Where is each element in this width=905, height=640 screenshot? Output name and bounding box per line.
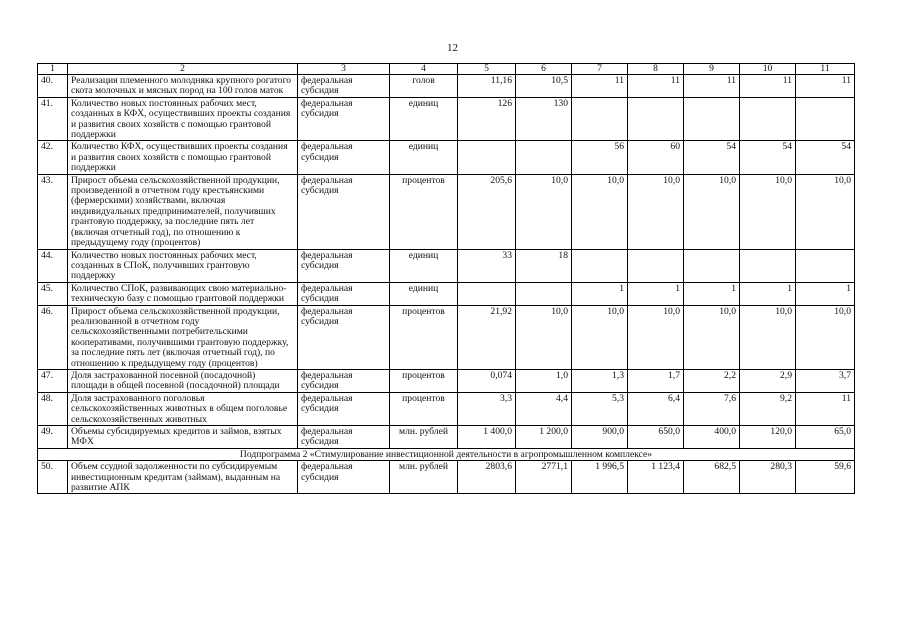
subprogram-row [38, 448, 855, 460]
value-cell: 1 [684, 282, 740, 305]
value-cell: 10,0 [572, 174, 628, 249]
funding-source: федеральная субсидия [298, 282, 390, 305]
value-cell: 10,0 [516, 305, 572, 369]
value-cell: 7,6 [684, 392, 740, 425]
unit-of-measure: процентов [390, 392, 458, 425]
value-cell: 9,2 [740, 392, 796, 425]
table-row [38, 426, 855, 449]
row-number: 50. [38, 461, 68, 494]
value-cell: 280,3 [740, 461, 796, 494]
value-cell [740, 97, 796, 141]
value-cell [684, 97, 740, 141]
value-cell: 10,0 [628, 174, 684, 249]
page-number: 12 [447, 42, 458, 54]
value-cell: 1,7 [628, 369, 684, 392]
value-cell: 54 [740, 141, 796, 174]
unit-of-measure: единиц [390, 97, 458, 141]
row-number: 41. [38, 97, 68, 141]
column-header: 5 [458, 64, 516, 75]
value-cell: 400,0 [684, 426, 740, 449]
column-header: 8 [628, 64, 684, 75]
funding-source: федеральная субсидия [298, 249, 390, 282]
row-number: 47. [38, 369, 68, 392]
indicator-name: Объемы субсидируемых кредитов и займов, взятых МФХ [68, 426, 298, 449]
value-cell: 56 [572, 141, 628, 174]
value-cell: 1 [628, 282, 684, 305]
table-row [38, 305, 855, 369]
unit-of-measure: млн. рублей [390, 426, 458, 449]
subprogram-title: Подпрограмма 2 «Стимулирование инвестиционной деятельности в агропромышленном комплексе» [38, 448, 855, 460]
value-cell: 10,0 [796, 305, 855, 369]
row-number: 42. [38, 141, 68, 174]
value-cell: 4,4 [516, 392, 572, 425]
value-cell: 10,0 [740, 305, 796, 369]
value-cell [516, 141, 572, 174]
funding-source: федеральная субсидия [298, 369, 390, 392]
table-row [38, 97, 855, 141]
value-cell: 60 [628, 141, 684, 174]
value-cell: 10,0 [516, 174, 572, 249]
value-cell: 1 996,5 [572, 461, 628, 494]
funding-source: федеральная субсидия [298, 461, 390, 494]
value-cell [516, 282, 572, 305]
column-header: 6 [516, 64, 572, 75]
indicator-name: Доля застрахованной посевной (посадочной) площади в общей посевной (посадочной) площади [68, 369, 298, 392]
value-cell: 1,3 [572, 369, 628, 392]
value-cell [458, 282, 516, 305]
value-cell: 2,2 [684, 369, 740, 392]
table-row [38, 249, 855, 282]
value-cell: 10,0 [684, 174, 740, 249]
table-row [38, 392, 855, 425]
column-header: 10 [740, 64, 796, 75]
value-cell [740, 249, 796, 282]
row-number: 48. [38, 392, 68, 425]
value-cell: 126 [458, 97, 516, 141]
value-cell: 10,0 [628, 305, 684, 369]
value-cell [796, 97, 855, 141]
table-row [38, 75, 855, 98]
unit-of-measure: единиц [390, 282, 458, 305]
value-cell: 11 [684, 75, 740, 98]
indicator-name: Количество СПоК, развивающих свою материально-техническую базу с помощью грантовой поддержки [68, 282, 298, 305]
indicators-table [37, 63, 855, 494]
value-cell: 11 [796, 392, 855, 425]
indicator-name: Количество новых постоянных рабочих мест, созданных в КФХ, осуществивших проекты создания и развития своих хозяйств с помощью грантовой поддержки [68, 97, 298, 141]
value-cell: 11,16 [458, 75, 516, 98]
table-row [38, 282, 855, 305]
indicator-name: Объем ссудной задолженности по субсидируемым инвестиционным кредитам (займам), выданным на развитие АПК [68, 461, 298, 494]
value-cell: 59,6 [796, 461, 855, 494]
value-cell [572, 97, 628, 141]
value-cell [458, 141, 516, 174]
row-number: 44. [38, 249, 68, 282]
value-cell: 10,5 [516, 75, 572, 98]
value-cell: 1 123,4 [628, 461, 684, 494]
funding-source: федеральная субсидия [298, 305, 390, 369]
value-cell: 6,4 [628, 392, 684, 425]
value-cell: 1 [740, 282, 796, 305]
unit-of-measure: единиц [390, 141, 458, 174]
column-header: 4 [390, 64, 458, 75]
table-row [38, 174, 855, 249]
value-cell [572, 249, 628, 282]
value-cell: 10,0 [684, 305, 740, 369]
column-header: 9 [684, 64, 740, 75]
value-cell: 120,0 [740, 426, 796, 449]
column-header: 1 [38, 64, 68, 75]
table-row [38, 369, 855, 392]
indicator-name: Количество КФХ, осуществивших проекты создания и развития своих хозяйств с помощью грантовой поддержки [68, 141, 298, 174]
value-cell: 21,92 [458, 305, 516, 369]
row-number: 43. [38, 174, 68, 249]
row-number: 45. [38, 282, 68, 305]
value-cell: 33 [458, 249, 516, 282]
funding-source: федеральная субсидия [298, 392, 390, 425]
table-row [38, 141, 855, 174]
value-cell: 54 [796, 141, 855, 174]
value-cell: 11 [572, 75, 628, 98]
value-cell: 2,9 [740, 369, 796, 392]
indicator-name: Прирост объема сельскохозяйственной продукции, произведенной в отчетном году крестьянскими (фермерскими) хозяйствами, включая индивидуальных предпринимателей, получивших грантовую поддержку, за последние пять лет (включая отчетный год), по отношению к предыдущему году (процентов) [68, 174, 298, 249]
indicator-name: Доля застрахованного поголовья сельскохозяйственных животных в общем поголовье сельскохозяйственных животных [68, 392, 298, 425]
table-row [38, 461, 855, 494]
value-cell: 11 [740, 75, 796, 98]
row-number: 40. [38, 75, 68, 98]
value-cell: 10,0 [572, 305, 628, 369]
funding-source: федеральная субсидия [298, 75, 390, 98]
value-cell: 682,5 [684, 461, 740, 494]
funding-source: федеральная субсидия [298, 426, 390, 449]
value-cell: 54 [684, 141, 740, 174]
row-number: 46. [38, 305, 68, 369]
value-cell: 11 [628, 75, 684, 98]
funding-source: федеральная субсидия [298, 174, 390, 249]
value-cell: 1,0 [516, 369, 572, 392]
value-cell: 900,0 [572, 426, 628, 449]
value-cell: 0,074 [458, 369, 516, 392]
value-cell: 2771,1 [516, 461, 572, 494]
value-cell: 205,6 [458, 174, 516, 249]
value-cell: 1 200,0 [516, 426, 572, 449]
value-cell: 1 [572, 282, 628, 305]
indicator-name: Количество новых постоянных рабочих мест, созданных в СПоК, получивших грантовую поддержку [68, 249, 298, 282]
funding-source: федеральная субсидия [298, 141, 390, 174]
unit-of-measure: процентов [390, 305, 458, 369]
value-cell: 10,0 [740, 174, 796, 249]
unit-of-measure: голов [390, 75, 458, 98]
value-cell: 11 [796, 75, 855, 98]
value-cell: 5,3 [572, 392, 628, 425]
value-cell: 1 400,0 [458, 426, 516, 449]
unit-of-measure: процентов [390, 174, 458, 249]
funding-source: федеральная субсидия [298, 97, 390, 141]
row-number: 49. [38, 426, 68, 449]
value-cell [628, 249, 684, 282]
value-cell: 65,0 [796, 426, 855, 449]
value-cell [684, 249, 740, 282]
value-cell: 650,0 [628, 426, 684, 449]
value-cell: 10,0 [796, 174, 855, 249]
unit-of-measure: единиц [390, 249, 458, 282]
column-header: 2 [68, 64, 298, 75]
column-number-row [38, 64, 855, 75]
value-cell [628, 97, 684, 141]
column-header: 11 [796, 64, 855, 75]
value-cell: 18 [516, 249, 572, 282]
indicator-name: Реализация племенного молодняка крупного рогатого скота молочных и мясных пород на 100 голов маток [68, 75, 298, 98]
value-cell: 1 [796, 282, 855, 305]
column-header: 3 [298, 64, 390, 75]
unit-of-measure: процентов [390, 369, 458, 392]
unit-of-measure: млн. рублей [390, 461, 458, 494]
value-cell: 2803,6 [458, 461, 516, 494]
indicator-name: Прирост объема сельскохозяйственной продукции, реализованной в отчетном году сельскохозяйственными потребительскими кооперативами, получившими грантовую поддержку, за последние пять лет (включая отчетный год), по отношению к предыдущему году (процентов) [68, 305, 298, 369]
value-cell: 3,3 [458, 392, 516, 425]
value-cell: 3,7 [796, 369, 855, 392]
column-header: 7 [572, 64, 628, 75]
value-cell [796, 249, 855, 282]
value-cell: 130 [516, 97, 572, 141]
